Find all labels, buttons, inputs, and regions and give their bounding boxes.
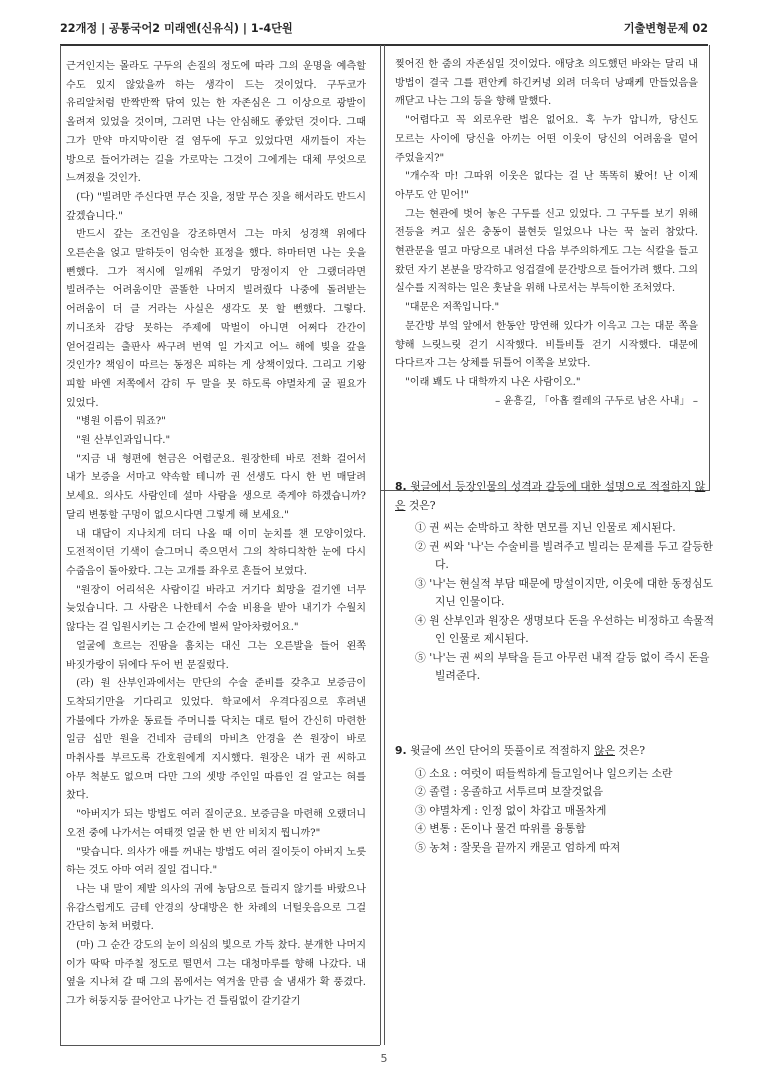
choice-mark: ③ bbox=[415, 576, 426, 590]
passage-paragraph: 반드시 갚는 조건임을 강조하면서 그는 마치 성경책 위에다 오른손을 얹고 말하듯이 엄숙한 표정을 했다. 하마터면 나는 웃을 뻔했다. 그가 적시에 일깨워 주었기 망정이지 안 그랬더라면 빌려주는 어려움이만 골똘한 나머지 빌려줬다 나중에 돌려받는 어려움이 더 클 거라는 사실은 생각도 못 할 뻔했다. 그렇다. 끼니조차 감당 못하는 주제에 막벌이 아니면 어쩌다 간간이 얻어걸리는 출판사 싸구려 번역 일 가지고 어느 해에 빚을 갚을 것인가? 책임이 따르는 동정은 피하는 게 상책이었다. 그리고 기왕 피할 바엔 저쪽에서 감히 두 말을 못 하도록 야멸차게 굴 필요가 있었다. bbox=[66, 229, 366, 409]
choice-text: 변통 : 돈이나 물건 따위를 융통함 bbox=[429, 822, 586, 835]
passage-box-bottom-border bbox=[60, 1045, 380, 1046]
answer-choices bbox=[395, 765, 715, 858]
page-header bbox=[60, 20, 708, 42]
passage-paragraph: "개수작 마! 그따위 이웃은 없다는 걸 난 똑똑히 봤어! 난 이제 아무도 안 믿어!" bbox=[395, 171, 698, 201]
choice-text: 권 씨와 '나'는 수술비를 빌려주고 빌리는 문제를 두고 갈등한다. bbox=[429, 539, 713, 571]
answer-choice[interactable] bbox=[415, 519, 715, 538]
answer-choices bbox=[395, 519, 715, 686]
choice-text: 원 산부인과 원장은 생명보다 돈을 우선하는 비정하고 속물적인 인물로 제시된다. bbox=[429, 613, 715, 645]
choice-mark: ③ bbox=[415, 803, 426, 817]
question-stem bbox=[395, 478, 715, 515]
choice-text: 소요 : 여럿이 떠들썩하게 들고일어나 일으키는 소란 bbox=[429, 766, 673, 780]
question-text-end: 것은? bbox=[405, 498, 436, 512]
answer-choice[interactable] bbox=[415, 783, 715, 802]
header-section-title: 기출변형문제 02 bbox=[623, 22, 708, 35]
passage-paragraph: 찢어진 한 줌의 자존심일 것이었다. 애당초 의도했던 바와는 달리 내 방법이 결국 그를 편안케 하긴커녕 외려 더욱더 낭패케 만들었음을 깨닫고 나는 그의 등을 향해 말했다. bbox=[395, 59, 698, 108]
header-course-title: 22개정 | 공통국어2 미래엔(신유식) | 1-4단원 bbox=[60, 22, 293, 35]
choice-text: 권 씨는 순박하고 착한 면모를 지닌 인물로 제시된다. bbox=[429, 521, 676, 534]
passage-paragraph: (라) 원 산부인과에서는 만단의 수술 준비를 갖추고 보증금이 도착되기만을 기다리고 있었다. 학교에서 우격다짐으로 후려낸 가불에다 가까운 동료들 주머니를 닥치는 대로 털어 간신히 마련한 일금 십만 원을 건네자 금테의 마비츠 안경을 쓴 원장이 바로 마취사를 부르도록 간호원에게 지시했다. 원장은 내가 권 씨하고 아무 척분도 없으며 다만 그의 셋방 주인일 따름인 걸 알고는 혀를 찼다. bbox=[66, 678, 366, 802]
choice-text: 졸렬 : 옹졸하고 서투르며 보잘것없음 bbox=[429, 785, 604, 798]
answer-choice[interactable] bbox=[415, 649, 715, 686]
answer-choice[interactable] bbox=[415, 802, 715, 821]
answer-choice[interactable] bbox=[415, 839, 715, 858]
passage-right-column bbox=[395, 56, 698, 411]
choice-text: 농쳐 : 잘못을 끝까지 캐묻고 엄하게 따져 bbox=[429, 840, 621, 854]
answer-choice[interactable] bbox=[415, 538, 715, 575]
passage-paragraph: 나는 내 말이 제발 의사의 귀에 농담으로 들리지 않기를 바랐으나 유감스럽게도 금테 안경의 상대방은 한 차례의 너털웃음으로 그걸 간단히 농쳐 버렸다. bbox=[66, 883, 366, 933]
question-number: 8. bbox=[395, 480, 407, 493]
choice-mark: ① bbox=[415, 766, 426, 780]
answer-choice[interactable] bbox=[415, 575, 715, 612]
choice-mark: ⑤ bbox=[415, 840, 426, 854]
passage-paragraph: 근거인지는 몰라도 구두의 손질의 정도에 따라 그의 운명을 예측할 수도 있지 않았을까 하는 생각이 드는 것이었다. 구두코가 유리알처럼 반짝반짝 닦여 있는 한 자존심은 그 이상으로 광발이 올려져 있었을 것이며, 그러면 나는 안심해도 좋았던 것이다. 그때 그가 만약 마지막이란 걸 염두에 두고 있었다면 새끼들이 자는 방으로 들어가려는 길을 가로막는 그것이 그에게는 대체 무엇으로 느껴졌을 것인가. bbox=[66, 61, 366, 185]
question-text-end: 것은? bbox=[614, 744, 646, 757]
answer-choice[interactable] bbox=[415, 820, 715, 839]
question-8 bbox=[395, 478, 715, 686]
choice-text: '나'는 현실적 부담 때문에 망설이지만, 이웃에 대한 동정심도 지닌 인물이다. bbox=[429, 576, 713, 608]
question-9 bbox=[395, 742, 715, 857]
passage-paragraph: 문간방 부엌 앞에서 한동안 망연해 있다가 이윽고 그는 대문 쪽을 향해 느릿느릿 걷기 시작했다. 비틀비틀 걷기 시작했다. 대문에 다다르자 그는 상체를 뒤틀어 이쪽을 보았다. bbox=[395, 320, 698, 370]
passage-left-column bbox=[66, 58, 366, 1043]
passage-paragraph: "어렵다고 꼭 외로우란 법은 없어요. 혹 누가 압니까, 당신도 모르는 사이에 당신을 아끼는 어떤 이웃이 당신의 어려움을 덜어 주었을지?" bbox=[395, 115, 698, 164]
passage-paragraph: "이래 봬도 나 대학까지 나온 사람이오." bbox=[405, 376, 581, 388]
passage-paragraph: (마) 그 순간 강도의 눈이 의심의 빛으로 가득 찼다. 분개한 나머지 이가 딱딱 마주칠 정도로 떨면서 그는 대청마루를 향해 나갔다. 내 옆을 지나쳐 갈 때 그의 몸에서는 역겨울 만큼 술 냄새가 확 풍겼다. 그가 허둥지둥 끌어안고 나가는 건 틀림없이 갈기갈기 bbox=[66, 940, 366, 1008]
passage-box-left-border bbox=[60, 45, 61, 1045]
page-number: 5 bbox=[380, 1052, 388, 1065]
passage-paragraph: "맞습니다. 의사가 애를 꺼내는 방법도 여러 질이듯이 아버지 노릇 하는 것도 아마 여러 질일 겁니다." bbox=[66, 846, 366, 877]
question-number: 9. bbox=[395, 744, 407, 757]
question-stem bbox=[395, 742, 715, 761]
choice-mark: ② bbox=[415, 785, 426, 798]
answer-choice[interactable] bbox=[415, 765, 715, 784]
passage-paragraph: "아버지가 되는 방법도 여러 질이군요. 보증금을 마련해 오랬더니 오전 중에 나가서는 여태껏 얼굴 한 번 안 비치지 뭡니까?" bbox=[66, 809, 366, 839]
choice-mark: ② bbox=[415, 539, 426, 553]
choice-text: 야멸차게 : 인정 없이 차갑고 매몰차게 bbox=[429, 803, 607, 817]
passage-paragraph: "지금 내 형편에 현금은 어렵군요. 원장한테 바로 전화 걸어서 내가 보증을 서마고 약속할 테니까 권 선생도 다시 한 번 매달려 보세요. 의사도 사람인데 설마 사람을 생으로 죽게야 하겠습니까? 달리 변통할 구멍이 없으시다면 그렇게 해 보세요." bbox=[66, 453, 366, 521]
passage-paragraph: "원 산부인과입니다." bbox=[76, 435, 171, 447]
passage-paragraph: "원장이 어리석은 사람이길 바라고 거기다 희망을 걸기엔 너무 늦었습니다. 그 사람은 나한테서 수술 비용을 받아 내기가 수월치 않다는 걸 입원시키는 그 순간에 벌써 알아차렸어요." bbox=[66, 584, 366, 634]
choice-mark: ① bbox=[415, 521, 426, 534]
choice-mark: ④ bbox=[415, 822, 426, 835]
choice-mark: ⑤ bbox=[415, 650, 426, 664]
choice-mark: ④ bbox=[415, 613, 426, 627]
answer-choice[interactable] bbox=[415, 612, 715, 649]
source-citation: – 윤흥길, 「아홉 켤레의 구두로 남은 사내」 – bbox=[495, 395, 698, 407]
passage-paragraph: (다) "빌려만 주신다면 무슨 짓을, 정말 무슨 짓을 해서라도 반드시 갚겠습니다." bbox=[66, 191, 366, 222]
passage-paragraph: "병원 이름이 뭐죠?" bbox=[76, 416, 166, 428]
question-text: 윗글에 쓰인 단어의 뜻풀이로 적절하지 bbox=[410, 744, 595, 757]
question-text-underlined: 않은 bbox=[594, 744, 615, 757]
choice-text: '나'는 권 씨의 부탁을 듣고 아무런 내적 갈등 없이 즉시 돈을 빌려준다. bbox=[429, 650, 710, 682]
question-text: 윗글에서 등장인물의 성격과 갈등에 대한 설명으로 적절하지 bbox=[410, 480, 695, 493]
question-text-underlined: 않은 bbox=[395, 480, 706, 512]
passage-paragraph: "대문은 저쪽입니다." bbox=[405, 302, 500, 314]
passage-paragraph: 그는 현관에 벗어 놓은 구두를 신고 있었다. 그 구두를 보기 위해 전등을 켜고 싶은 충동이 불현듯 일었으나 나는 꾹 눌러 참았다. 현관문을 열고 마당으로 내려선 다음 부주의하게도 그는 식칼을 들고 왔던 자기 본분을 망각하고 엉겁결에 문간방으로 들어가려 했다. 그의 실수를 지적하는 일은 훗날을 위해 나로서는 부득이한 조처였다. bbox=[395, 208, 698, 295]
passage-paragraph: 얼굴에 흐르는 진땀을 훔치는 대신 그는 오른발을 들어 왼쪽 바짓가랑이 뒤에다 두어 번 문질렀다. bbox=[66, 640, 366, 671]
passage-paragraph: 내 대답이 지나치게 더디 나올 때 이미 눈치를 챈 모양이었다. 도전적이던 기색이 슬그머니 죽으면서 그의 착하디착한 눈에 다시 수줍음이 돌아왔다. 그는 고개를 좌우로 흔들어 보였다. bbox=[66, 528, 366, 577]
